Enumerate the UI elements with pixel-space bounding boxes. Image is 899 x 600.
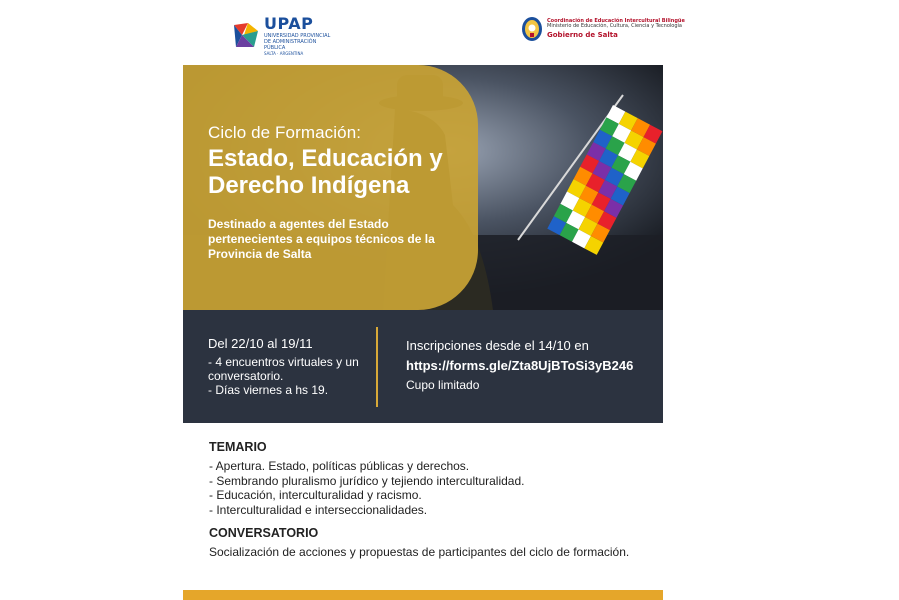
conversatorio-heading: CONVERSATORIO [209, 526, 319, 540]
upap-location: SALTA · ARGENTINA [264, 51, 304, 57]
footer-accent-bar [183, 590, 663, 600]
upap-subtitle: UNIVERSIDAD PROVINCIAL DE ADMINISTRACIÓN PÚBLICA [264, 33, 331, 51]
event-dates: Del 22/10 al 19/11 [208, 336, 313, 351]
gob-coordination: Coordinación de Educación Intercultural Bilingüe [547, 17, 685, 24]
gob-name: Gobierno de Salta [547, 31, 618, 40]
provincial-seal-icon [521, 16, 543, 42]
temario-item: - Educación, interculturalidad y racismo. [209, 488, 422, 502]
info-divider [376, 327, 378, 407]
registration-text: Inscripciones desde el 14/10 en [406, 338, 589, 353]
temario-heading: TEMARIO [209, 440, 267, 454]
schedule-block [208, 336, 373, 397]
temario-item: - Sembrando pluralismo jurídico y tejiendo interculturalidad. [209, 473, 525, 488]
upap-emblem-icon [232, 21, 260, 51]
limited-spots-text: Cupo limitado [406, 378, 480, 392]
upap-logo [232, 16, 334, 56]
event-flyer [183, 65, 663, 600]
temario-item: - Interculturalidad e interseccionalidades. [209, 502, 428, 517]
gobierno-salta-logo [521, 16, 685, 42]
hero-title-prefix: Ciclo de Formación: [208, 123, 362, 142]
hero-title: Estado, Educación y Derecho Indígena [208, 145, 443, 199]
hero-banner [183, 65, 663, 310]
hero-subtitle: Destinado a agentes del Estado pertenecientes a equipos técnicos de la Provincia de Salta [208, 217, 435, 261]
program-details [209, 440, 649, 560]
schedule-item: - Días viernes a hs 19. [208, 383, 329, 397]
info-panel [183, 310, 663, 423]
temario-item: - Apertura. Estado, políticas públicas y derechos. [209, 459, 470, 473]
gob-ministry: Ministerio de Educación, Cultura, Ciencia y Tecnología [547, 23, 682, 30]
schedule-item: - 4 encuentros virtuales y un conversatorio. [208, 355, 359, 383]
upap-name: UPAP [264, 14, 314, 33]
registration-link[interactable]: https://forms.gle/Zta8UjBToSi3yB246 [406, 358, 634, 373]
conversatorio-text: Socialización de acciones y propuestas de participantes del ciclo de formación. [209, 545, 630, 559]
registration-block [406, 338, 656, 392]
